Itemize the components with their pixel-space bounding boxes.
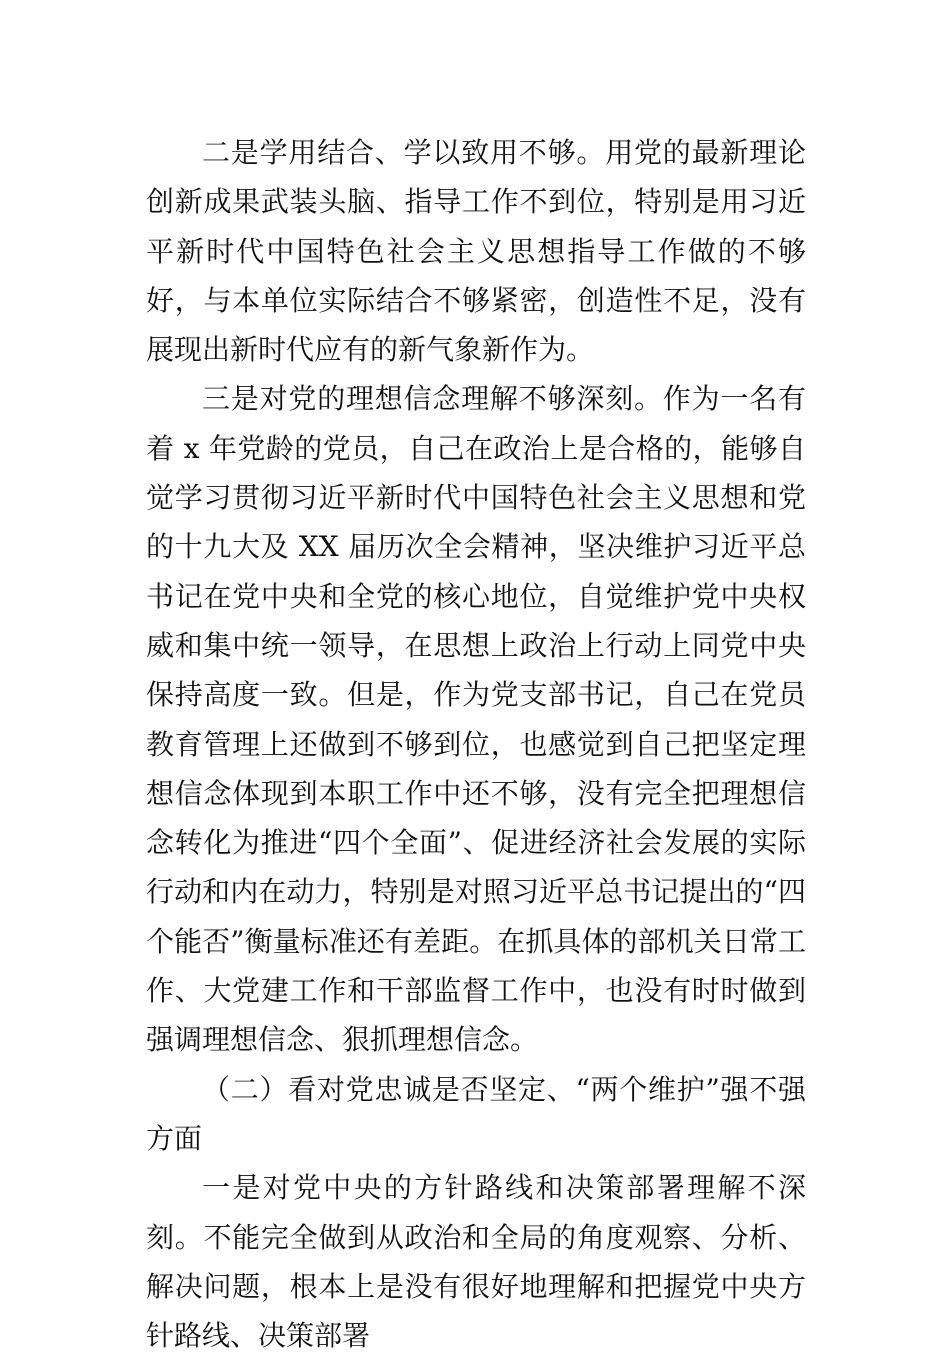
paragraph-central-policies: 一是对党中央的方针路线和决策部署理解不深刻。不能完全做到从政治和全局的角度观察、分析、解决问题，根本上是没有很好地理解和把握党中央方针路线、决策部署: [146, 1171, 806, 1353]
paragraph-ideals-beliefs: 三是对党的理想信念理解不够深刻。作为一名有着 x 年党龄的党员，自己在政治上是合格的，能够自觉学习贯彻习近平新时代中国特色社会主义思想和党的十九大及 XX 届历次全会精神，坚决维护习近平总书记在党中央和全党的核心地位，自觉维护党中央权威和集中统一领导，在思想上政治上行动上同党中央保持高度一致。但是，作为党支部书记，自己在党员教育管理上还做到不够到位，也感觉到自己把坚定理想信念体现到本职工作中还不够，没有完全把理想信念转化为推进“四个全面”、促进经济社会发展的实际行动和内在动力，特别是对照习近平总书记提出的“四个能否”衡量标准还有差距。在抓具体的部机关日常工作、大党建工作和干部监督工作中，也没有时时做到强调理想信念、狠抓理想信念。: [146, 382, 806, 1057]
document-body: [146, 128, 806, 1360]
paragraph-study-application: 二是学用结合、学以致用不够。用党的最新理论创新成果武装头脑、指导工作不到位，特别是用习近平新时代中国特色社会主义思想指导工作做的不够好，与本单位实际结合不够紧密，创造性不足，没有展现出新时代应有的新气象新作为。: [146, 136, 806, 367]
section-heading-loyalty: （二）看对党忠诚是否坚定、“两个维护”强不强方面: [146, 1072, 806, 1155]
